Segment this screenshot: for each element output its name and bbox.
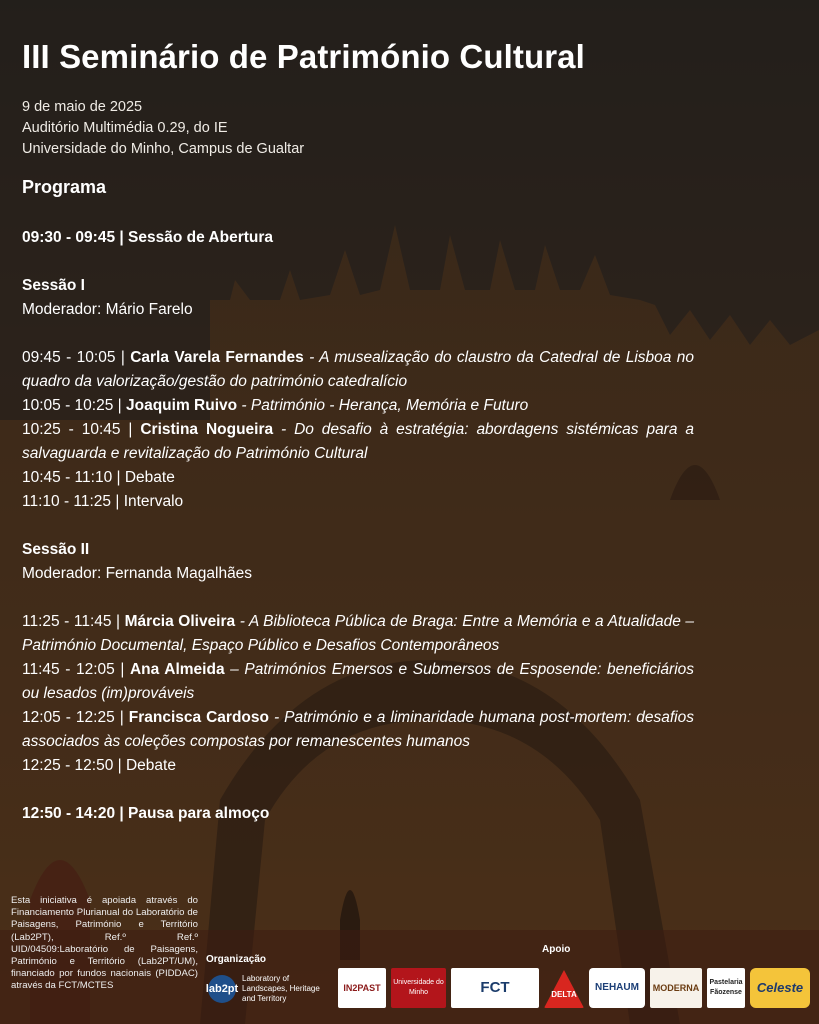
lab2pt-mark: lab2pt [208,975,236,1003]
session-1-debate: 10:45 - 11:10 | Debate [22,469,175,486]
fct-logo: FCT [451,968,539,1008]
funding-footnote: Esta iniciativa é apoiada através do Financiamento Plurianual do Laboratório de Paisagens, Património e Território (Lab2PT), Ref.º Ref.º UID/04509:Laboratório de Paisagens, Património e Território (Lab2PT/UM), financiado por fundos nacionais (PIDDAC) através da FCT/MCTES [11,895,198,992]
lab2pt-text: Laboratory of Landscapes, Heritage and Territory [242,974,320,1003]
speaker-name: Francisca Cardoso [128,709,269,726]
lunch-break: 12:50 - 14:20 | Pausa para almoço [22,805,270,822]
talk-title: Do desafio à estratégia: abordagens sistémicas para a salvaguarda e revitalização do Património Cultural [22,421,694,462]
session-1-title: Sessão I [22,277,85,294]
nehaum-logo: NEHAUM [589,968,645,1008]
celeste-logo: Celeste [750,968,810,1008]
moderna-logo: MODERNA [650,968,702,1008]
talk-title: A musealização do claustro da Catedral de Lisboa no quadro da valorização/gestão do património catedralício [22,349,694,390]
session-2-title: Sessão II [22,541,90,558]
apoio-label: Apoio [542,944,571,955]
page-title: III Seminário de Património Cultural [22,38,585,75]
organizacao-label: Organização [206,954,267,965]
talk-title: A Biblioteca Pública de Braga: Entre a Memória e a Atualidade – Património Documental, Espaço Público e Desafios Contemporâneos [22,613,694,654]
delta-logo: DELTA [544,968,584,1008]
program-heading: Programa [22,177,107,197]
program-list [22,226,694,826]
opening-session: 09:30 - 09:45 | Sessão de Abertura [22,229,274,246]
speaker-name: Joaquim Ruivo [126,397,238,414]
session-2-moderator: Moderador: Fernanda Magalhães [22,565,253,582]
talk-title: Património - Herança, Memória e Futuro [250,397,529,414]
in2past-logo: IN2PAST [338,968,386,1008]
program-item: 10:05 - 10:25 | Joaquim Ruivo - Património - Herança, Memória e Futuro [22,397,529,414]
speaker-name: Cristina Nogueira [140,421,274,438]
event-info [22,97,304,160]
program-item: 11:45 - 12:05 | Ana Almeida – Patrimónios Emersos e Submersos de Esposende: beneficiários ou lesados (im)prováveis [22,661,695,702]
lab2pt-logo [205,974,322,1004]
program-item: 12:05 - 12:25 | Francisca Cardoso - Património e a liminaridade humana post-mortem: desafios associados às coleções compostas por remanescentes humanos [22,709,694,750]
talk-title: Património e a liminaridade humana post-mortem: desafios associados às coleções compostas por remanescentes humanos [22,709,694,750]
pastelaria-logo: Pastelaria Fãozense [707,968,745,1008]
event-place: Universidade do Minho, Campus de Gualtar [22,141,305,157]
program-item: 10:25 - 10:45 | Cristina Nogueira - Do desafio à estratégia: abordagens sistémicas para a salvaguarda e revitalização do Património Cultural [22,421,694,462]
speaker-name: Márcia Oliveira [124,613,236,630]
session-1-break: 11:10 - 11:25 | Intervalo [22,493,184,510]
talk-title: Patrimónios Emersos e Submersos de Esposende: beneficiários ou lesados (im)prováveis [22,661,695,702]
partner-logos [338,968,810,1008]
uminho-logo: Universidade do Minho [391,968,446,1008]
event-venue: Auditório Multimédia 0.29, do IE [22,120,228,136]
program-item: 09:45 - 10:05 | Carla Varela Fernandes - A musealização do claustro da Catedral de Lisboa no quadro da valorização/gestão do património catedralício [22,349,694,390]
session-1-moderator: Moderador: Mário Farelo [22,301,193,318]
event-date: 9 de maio de 2025 [22,99,143,115]
program-item: 11:25 - 11:45 | Márcia Oliveira - A Biblioteca Pública de Braga: Entre a Memória e a Atualidade – Património Documental, Espaço Público e Desafios Contemporâneos [22,613,694,654]
speaker-name: Ana Almeida [129,661,225,678]
session-2-debate: 12:25 - 12:50 | Debate [22,757,176,774]
speaker-name: Carla Varela Fernandes [130,349,304,366]
